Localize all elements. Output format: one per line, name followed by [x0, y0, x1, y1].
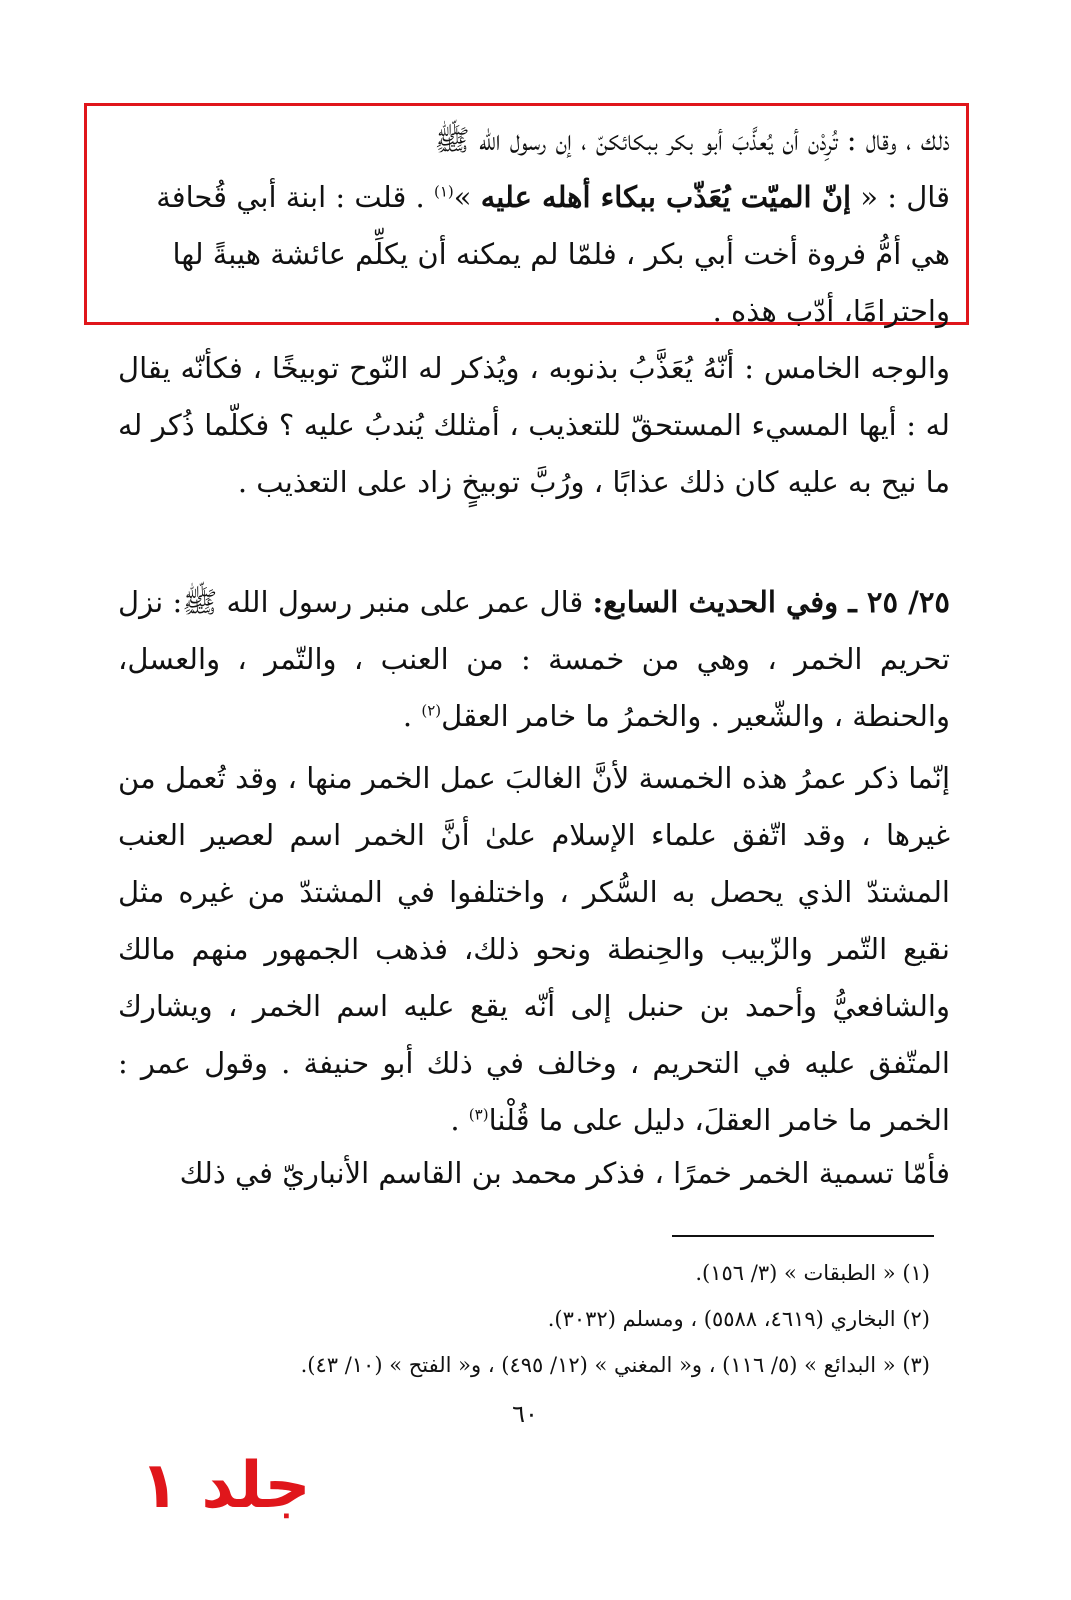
explanation-text: إنّما ذكر عمرُ هذه الخمسة لأنَّ الغالبَ عمل الخمر منها ، وقد تُعمل من غيرها ، وقد اتّفق علماء الإسلام علىٰ أنَّ الخمر اسم لعصير العنب المشتدّ الذي يحصل به السُّكر ، واختلفوا في المشتدّ من غيره مثل نقيع التّمر والزّبيب والحِنطة ونحو ذلك، فذهب الجمهور منهم مالك والشافعيُّ وأحمد بن حنبل إلى أنّه يقع عليه اسم الخمر ، ويشارك المتّفق عليه في التحريم ، وخالف في ذلك أبو حنيفة . وقول عمر : الخمر ما خامر العقلَ، دليل على ما قُلْنا — [118, 761, 950, 1137]
footnotes — [118, 1250, 930, 1388]
highlight-line-2-prefix: قال : « — [851, 180, 950, 214]
hadith-text: نزل تحريم الخمر ، وهي من خمسة : من العنب ، والتّمر ، والعسل، والحنطة ، والشّعير . والخمرُ ما خامر العقل — [118, 585, 950, 733]
highlight-line-2-close: » — [453, 180, 481, 214]
explanation-paragraph — [118, 750, 990, 1149]
naming-paragraph: فأمّا تسمية الخمر خمرًا ، فذكر محمد بن القاسم الأنباريّ في ذلك — [179, 1156, 950, 1190]
highlight-line-2-tail: . قلت : ابنة أبي قُحافة — [156, 180, 434, 214]
footnote-divider — [672, 1235, 934, 1237]
footnote-ref-1: (١) — [433, 182, 454, 201]
highlight-line-4: واحترامًا، أدّب هذه . — [712, 294, 950, 328]
hadith-tail: . — [402, 699, 422, 733]
page-number: ٦٠ — [512, 1400, 538, 1428]
hadith-intro: قال عمر على منبر رسول الله ﷺ: — [172, 585, 593, 619]
hadith-quote: إنّ الميّت يُعَذّب ببكاء أهله عليه — [480, 180, 852, 214]
volume-label: جلد ١ — [140, 1449, 311, 1523]
fifth-aspect-paragraph: والوجه الخامس : أنّهُ يُعَذَّبُ بذنوبه ، ويُذكر له النّوح توبيخًا ، فكأنّه يقال له : أيها المسيء المستحقّ للتعذيب ، أمثلك يُندبُ عليه ؟ فكلّما ذُكر له ما نيح به عليه كان ذلك عذابًا ، ورُبَّ توبيخٍ زاد على التعذيب . — [118, 351, 950, 499]
footnote-2: (٢) البخاري (٤٦١٩، ٥٥٨٨) ، ومسلم (٣٠٣٢). — [547, 1307, 930, 1331]
highlight-line-2 — [118, 169, 950, 226]
footnote-1: (١) « الطبقات » (٣/ ١٥٦). — [695, 1261, 930, 1285]
hadith-heading: ٢٥/ ٢٥ ـ وفي الحديث السابع: — [592, 585, 950, 619]
footnote-3: (٣) « البدائع » (٥/ ١١٦) ، و« المغني » (١٢/ ٤٩٥) ، و« الفتح » (١٠/ ٤٣). — [300, 1353, 930, 1377]
explanation-tail: . — [450, 1103, 469, 1137]
highlighted-passage — [118, 112, 950, 340]
highlight-line-1: ذلك ، وقال : تُرِدْن أن يُعذَّبَ أبو بكر ببكائكنّ ، إن رسول الله ﷺ — [434, 123, 950, 157]
footnote-ref-3: (٣) — [468, 1105, 489, 1124]
highlight-line-3: هي أمُّ فروة أخت أبي بكر ، فلمّا لم يمكنه أن يكلِّم عائشة هيبةً لها — [172, 237, 950, 271]
hadith-paragraph — [118, 574, 950, 745]
footnote-ref-2: (٢) — [421, 701, 442, 720]
